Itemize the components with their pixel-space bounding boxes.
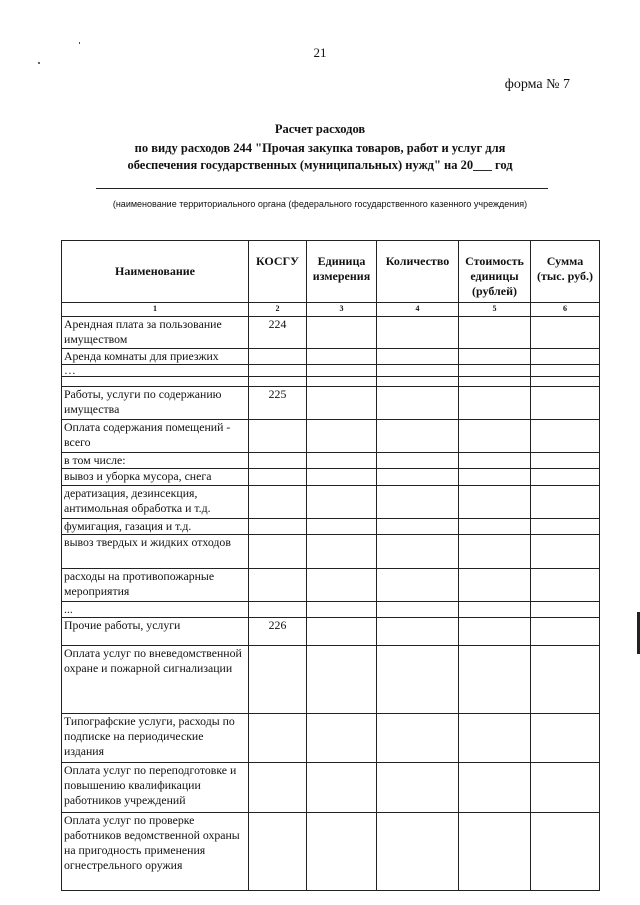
cell-quantity (377, 377, 459, 387)
column-number: 4 (377, 303, 459, 317)
row-kosgu (249, 420, 307, 453)
cell-quantity (377, 618, 459, 646)
cell-sum (531, 469, 600, 486)
table-row (62, 602, 600, 618)
row-kosgu (249, 763, 307, 813)
cell-unit-cost (459, 317, 531, 349)
row-kosgu (249, 714, 307, 763)
cell-sum (531, 365, 600, 377)
column-number: 1 (62, 303, 249, 317)
header-kosgu: КОСГУ (249, 241, 307, 303)
table-row (62, 469, 600, 486)
row-name: дератизация, дезинсекция, антимольная обработка и т.д. (62, 486, 249, 519)
cell-unit (307, 602, 377, 618)
scan-speck (38, 62, 40, 64)
header-quantity: Количество (377, 241, 459, 303)
cell-unit (307, 387, 377, 420)
header-name: Наименование (62, 241, 249, 303)
form-number: форма № 7 (504, 77, 570, 92)
table-row (62, 453, 600, 469)
cell-unit-cost (459, 618, 531, 646)
row-name (62, 377, 249, 387)
cell-unit-cost (459, 486, 531, 519)
organization-caption: (наименование территориального органа (федерального государственного казенного учреждения) (112, 199, 528, 209)
row-kosgu (249, 535, 307, 569)
cell-unit (307, 469, 377, 486)
cell-unit-cost (459, 813, 531, 891)
cell-quantity (377, 535, 459, 569)
row-name: расходы на противопожарные мероприятия (62, 569, 249, 602)
row-kosgu (249, 349, 307, 365)
row-name: Оплата услуг по вневедомственной охране и пожарной сигнализации (62, 646, 249, 714)
table-row (62, 646, 600, 714)
subtitle-line-2: обеспечения государственных (муниципальных) нужд" на 20___ год (127, 158, 513, 172)
table-row (62, 714, 600, 763)
document-subtitle (0, 140, 640, 174)
row-name: Оплата услуг по переподготовке и повышению квалификации работников учреждений (62, 763, 249, 813)
cell-quantity (377, 813, 459, 891)
cell-unit-cost (459, 535, 531, 569)
cell-unit (307, 377, 377, 387)
column-number-row (62, 303, 600, 317)
cell-quantity (377, 519, 459, 535)
cell-unit (307, 453, 377, 469)
table-row (62, 519, 600, 535)
cell-sum (531, 317, 600, 349)
header-unit: Единица измерения (307, 241, 377, 303)
cell-quantity (377, 486, 459, 519)
cell-unit-cost (459, 646, 531, 714)
cell-unit-cost (459, 763, 531, 813)
column-number: 5 (459, 303, 531, 317)
row-kosgu: 225 (249, 387, 307, 420)
cell-quantity (377, 469, 459, 486)
cell-sum (531, 618, 600, 646)
row-name: Аренда комнаты для приезжих (62, 349, 249, 365)
cell-unit-cost (459, 420, 531, 453)
table-row (62, 569, 600, 602)
row-kosgu: 226 (249, 618, 307, 646)
row-kosgu (249, 469, 307, 486)
cell-sum (531, 813, 600, 891)
table-row (62, 813, 600, 891)
cell-sum (531, 646, 600, 714)
cell-sum (531, 349, 600, 365)
cell-unit (307, 763, 377, 813)
scan-speck (79, 42, 80, 44)
row-name: Работы, услуги по содержанию имущества (62, 387, 249, 420)
column-number: 3 (307, 303, 377, 317)
cell-sum (531, 763, 600, 813)
cell-unit (307, 535, 377, 569)
cell-quantity (377, 317, 459, 349)
cell-unit (307, 569, 377, 602)
cell-unit (307, 519, 377, 535)
cell-unit (307, 646, 377, 714)
row-kosgu (249, 486, 307, 519)
row-name: … (62, 365, 249, 377)
subtitle-line-1: по виду расходов 244 "Прочая закупка товаров, работ и услуг для (134, 141, 506, 155)
cell-unit-cost (459, 469, 531, 486)
cell-unit-cost (459, 519, 531, 535)
cell-unit-cost (459, 365, 531, 377)
cell-sum (531, 420, 600, 453)
cell-sum (531, 714, 600, 763)
cell-sum (531, 377, 600, 387)
cell-quantity (377, 349, 459, 365)
page-number: 21 (313, 45, 327, 60)
table-row (62, 317, 600, 349)
cell-quantity (377, 453, 459, 469)
cell-unit-cost (459, 387, 531, 420)
row-name: Оплата содержания помещений - всего (62, 420, 249, 453)
cell-quantity (377, 569, 459, 602)
cell-unit-cost (459, 349, 531, 365)
expense-table (61, 240, 600, 891)
cell-sum (531, 453, 600, 469)
row-name: вывоз и уборка мусора, снега (62, 469, 249, 486)
row-kosgu (249, 519, 307, 535)
row-kosgu (249, 602, 307, 618)
row-name: в том числе: (62, 453, 249, 469)
row-kosgu (249, 569, 307, 602)
header-row (62, 241, 600, 303)
row-kosgu (249, 646, 307, 714)
row-kosgu (249, 453, 307, 469)
row-kosgu (249, 377, 307, 387)
header-unit-cost: Стоимость единицы (рублей) (459, 241, 531, 303)
cell-quantity (377, 602, 459, 618)
row-name: вывоз твердых и жидких отходов (62, 535, 249, 569)
row-name: Типографские услуги, расходы по подписке на периодические издания (62, 714, 249, 763)
cell-quantity (377, 365, 459, 377)
cell-unit-cost (459, 602, 531, 618)
column-number: 2 (249, 303, 307, 317)
row-name: Прочие работы, услуги (62, 618, 249, 646)
cell-unit (307, 618, 377, 646)
cell-quantity (377, 646, 459, 714)
table-row (62, 349, 600, 365)
table-row (62, 486, 600, 519)
row-name: фумигация, газация и т.д. (62, 519, 249, 535)
cell-quantity (377, 420, 459, 453)
cell-sum (531, 519, 600, 535)
cell-unit (307, 486, 377, 519)
row-name: Оплата услуг по проверке работников ведомственной охраны на пригодность применения огнестрельного оружия (62, 813, 249, 891)
table-row (62, 387, 600, 420)
cell-sum (531, 569, 600, 602)
table-row (62, 763, 600, 813)
table-row (62, 535, 600, 569)
cell-sum (531, 486, 600, 519)
cell-sum (531, 387, 600, 420)
cell-unit (307, 365, 377, 377)
row-kosgu: 224 (249, 317, 307, 349)
row-kosgu (249, 365, 307, 377)
row-name: Арендная плата за пользование имуществом (62, 317, 249, 349)
cell-unit (307, 420, 377, 453)
document-title: Расчет расходов (274, 122, 366, 136)
cell-quantity (377, 763, 459, 813)
cell-unit (307, 813, 377, 891)
cell-unit-cost (459, 714, 531, 763)
table-row (62, 618, 600, 646)
table-row (62, 377, 600, 387)
row-kosgu (249, 813, 307, 891)
row-name: ... (62, 602, 249, 618)
cell-unit-cost (459, 569, 531, 602)
header-sum: Сумма (тыс. руб.) (531, 241, 600, 303)
cell-quantity (377, 714, 459, 763)
cell-unit (307, 349, 377, 365)
cell-quantity (377, 387, 459, 420)
cell-sum (531, 602, 600, 618)
column-number: 6 (531, 303, 600, 317)
cell-unit (307, 714, 377, 763)
table-row (62, 365, 600, 377)
cell-unit-cost (459, 377, 531, 387)
cell-unit (307, 317, 377, 349)
cell-unit-cost (459, 453, 531, 469)
table-row (62, 420, 600, 453)
cell-sum (531, 535, 600, 569)
organization-name-line (96, 188, 548, 189)
